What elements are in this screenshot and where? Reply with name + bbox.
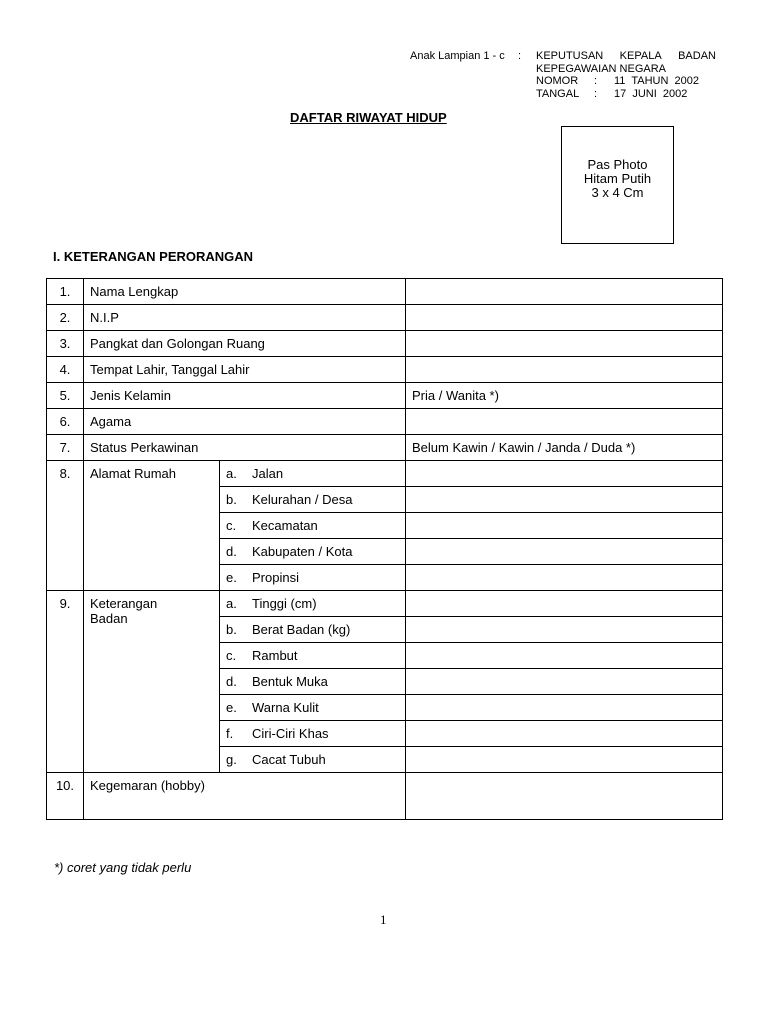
row-value[interactable] — [406, 591, 723, 617]
footnote: *) coret yang tidak perlu — [54, 860, 192, 875]
row-value[interactable] — [406, 305, 723, 331]
row-label-line-1: Keterangan — [90, 596, 158, 611]
sub-item — [220, 461, 406, 487]
row-label: Agama — [84, 409, 406, 435]
sub-item — [220, 747, 406, 773]
sub-letter: e. — [226, 700, 237, 715]
sub-label: Berat Badan (kg) — [252, 622, 351, 637]
row-label: Pangkat dan Golongan Ruang — [84, 331, 406, 357]
row-label: Kegemaran (hobby) — [84, 773, 406, 820]
sub-item — [220, 617, 406, 643]
row-number: 5. — [47, 383, 84, 409]
sub-label: Bentuk Muka — [252, 674, 328, 689]
table-row — [47, 331, 723, 357]
sub-item — [220, 591, 406, 617]
row-number: 8. — [47, 461, 84, 591]
row-value[interactable] — [406, 565, 723, 591]
row-value[interactable] — [406, 617, 723, 643]
sub-item — [220, 721, 406, 747]
row-label: Alamat Rumah — [84, 461, 220, 591]
sub-label: Tinggi (cm) — [252, 596, 317, 611]
row-value[interactable] — [406, 643, 723, 669]
sub-label: Ciri-Ciri Khas — [252, 726, 329, 741]
table-row — [47, 591, 723, 617]
row-number: 2. — [47, 305, 84, 331]
row-value[interactable]: Pria / Wanita *) — [406, 383, 723, 409]
photo-line-3: 3 x 4 Cm — [591, 185, 644, 200]
table-row — [47, 461, 723, 487]
row-number: 9. — [47, 591, 84, 773]
tangal-colon: : — [594, 87, 598, 100]
photo-line-1: Pas Photo — [587, 157, 648, 172]
sub-letter: c. — [226, 648, 237, 663]
row-number: 10. — [47, 773, 84, 820]
sub-item — [220, 513, 406, 539]
row-number: 1. — [47, 279, 84, 305]
sub-label: Jalan — [252, 466, 284, 481]
sub-item — [220, 539, 406, 565]
row-value[interactable] — [406, 487, 723, 513]
sub-label: Kabupaten / Kota — [252, 544, 353, 559]
row-value[interactable] — [406, 669, 723, 695]
sub-letter: c. — [226, 518, 237, 533]
table-row — [47, 409, 723, 435]
decree-word-1: KEPUTUSAN — [536, 50, 604, 62]
personal-info-table — [46, 278, 723, 820]
row-value[interactable] — [406, 539, 723, 565]
row-value[interactable] — [406, 773, 723, 820]
row-number: 7. — [47, 435, 84, 461]
sub-letter: e. — [226, 570, 237, 585]
sub-item — [220, 643, 406, 669]
nomor-label: NOMOR — [536, 75, 579, 87]
sub-item — [220, 487, 406, 513]
tangal-value: 17 JUNI 2002 — [614, 87, 688, 100]
photo-box — [561, 126, 674, 244]
attachment-label: Anak Lampian 1 - c — [410, 50, 505, 62]
row-number: 4. — [47, 357, 84, 383]
nomor-value: 11 TAHUN 2002 — [614, 75, 699, 87]
row-value[interactable] — [406, 721, 723, 747]
row-label — [84, 591, 220, 773]
sub-label: Kecamatan — [252, 518, 318, 533]
row-label: Status Perkawinan — [84, 435, 406, 461]
row-value[interactable]: Belum Kawin / Kawin / Janda / Duda *) — [406, 435, 723, 461]
row-value[interactable] — [406, 409, 723, 435]
row-value[interactable] — [406, 279, 723, 305]
row-value[interactable] — [406, 357, 723, 383]
table-row — [47, 279, 723, 305]
sub-item — [220, 669, 406, 695]
sub-letter: a. — [226, 596, 237, 611]
sub-letter: d. — [226, 674, 237, 689]
sub-letter: d. — [226, 544, 237, 559]
sub-label: Propinsi — [252, 570, 299, 585]
row-label: Nama Lengkap — [84, 279, 406, 305]
row-number: 6. — [47, 409, 84, 435]
table-row — [47, 357, 723, 383]
decree-reference — [536, 50, 716, 100]
sub-letter: b. — [226, 622, 237, 637]
sub-letter: g. — [226, 752, 237, 767]
row-label-line-2: Badan — [90, 611, 128, 626]
page-number: 1 — [380, 912, 387, 927]
row-value[interactable] — [406, 461, 723, 487]
section-title: I. KETERANGAN PERORANGAN — [53, 249, 254, 264]
row-value[interactable] — [406, 331, 723, 357]
table-row — [47, 773, 723, 820]
photo-line-2: Hitam Putih — [583, 171, 652, 186]
nomor-colon: : — [594, 75, 598, 87]
decree-word-2: KEPALA — [619, 50, 662, 62]
decree-agency: KEPEGAWAIAN NEGARA — [536, 62, 666, 75]
row-label: Tempat Lahir, Tanggal Lahir — [84, 357, 406, 383]
sub-label: Rambut — [252, 648, 298, 663]
row-label: N.I.P — [84, 305, 406, 331]
sub-label: Cacat Tubuh — [252, 752, 326, 767]
sub-label: Kelurahan / Desa — [252, 492, 353, 507]
table-row — [47, 383, 723, 409]
row-number: 3. — [47, 331, 84, 357]
row-value[interactable] — [406, 747, 723, 773]
sub-label: Warna Kulit — [252, 700, 319, 715]
sub-letter: b. — [226, 492, 237, 507]
attachment-colon: : — [518, 50, 522, 62]
row-value[interactable] — [406, 513, 723, 539]
row-value[interactable] — [406, 695, 723, 721]
table-row — [47, 305, 723, 331]
decree-word-3: BADAN — [678, 50, 716, 62]
sub-letter: f. — [226, 726, 234, 741]
sub-item — [220, 695, 406, 721]
document-title: DAFTAR RIWAYAT HIDUP — [290, 110, 447, 125]
row-label: Jenis Kelamin — [84, 383, 406, 409]
tangal-label: TANGAL — [536, 87, 580, 100]
sub-letter: a. — [226, 466, 237, 481]
table-row — [47, 435, 723, 461]
sub-item — [220, 565, 406, 591]
